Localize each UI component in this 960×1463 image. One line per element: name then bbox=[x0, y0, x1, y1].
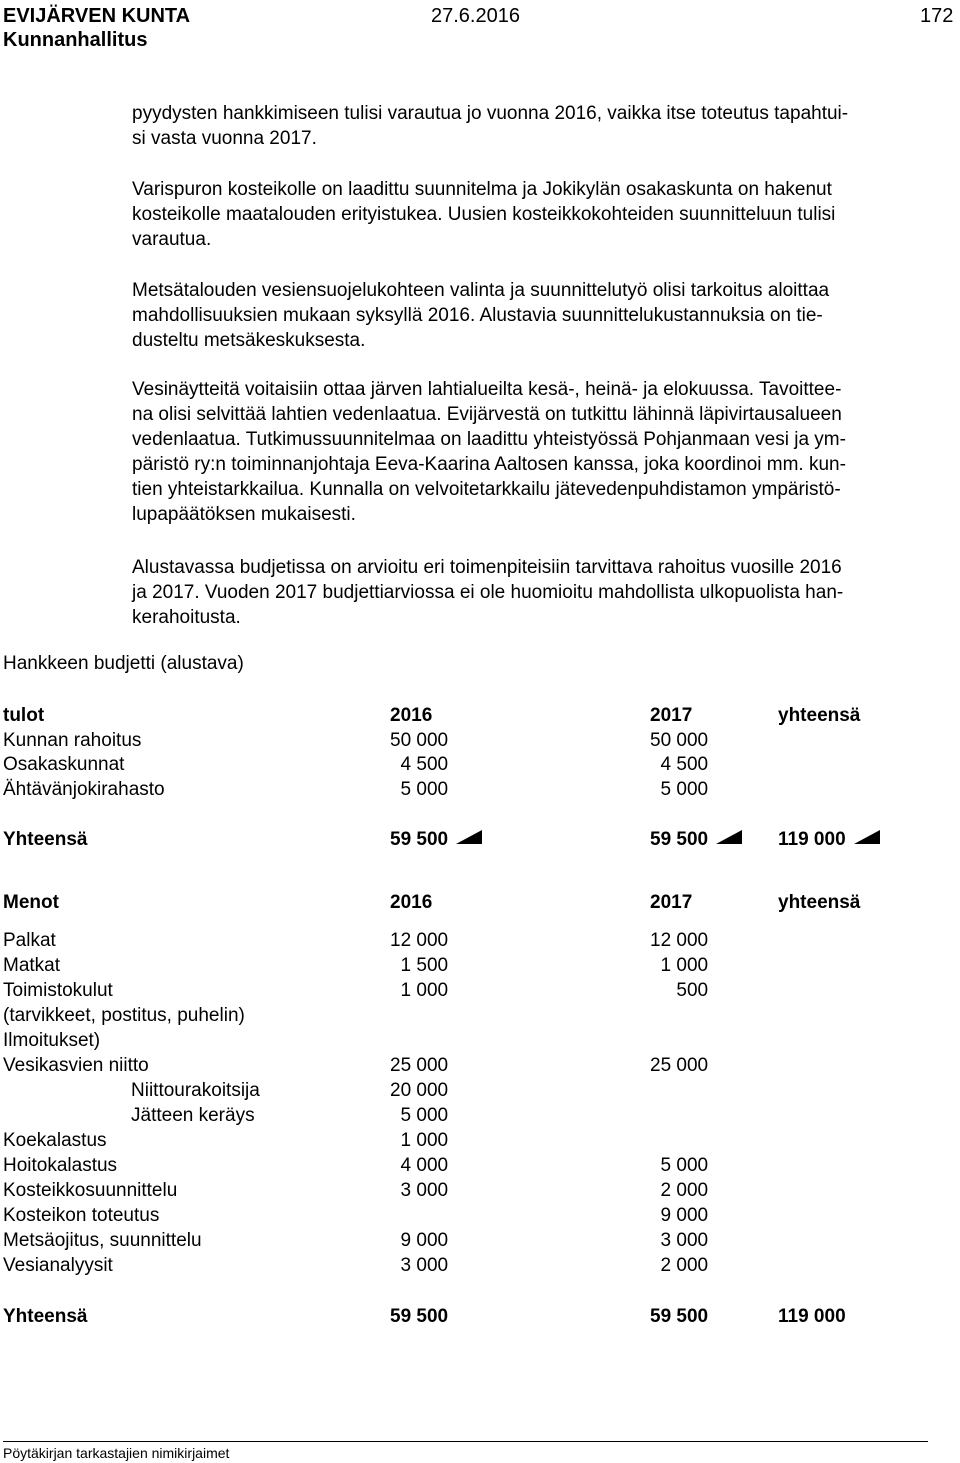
row-2016: 12 000 bbox=[390, 930, 449, 951]
row-2016: 25 000 bbox=[390, 1055, 449, 1076]
expenses-header-2016: 2016 bbox=[390, 892, 433, 913]
income-header-total: yhteensä bbox=[778, 705, 861, 726]
meeting-date: 27.6.2016 bbox=[431, 5, 520, 27]
total-2016: 59 500 bbox=[390, 829, 449, 850]
row-2017: 2 000 bbox=[650, 1180, 709, 1201]
row-label: Kunnan rahoitus bbox=[3, 730, 142, 751]
row-label: Osakaskunnat bbox=[3, 754, 125, 775]
total-2016: 59 500 bbox=[390, 1306, 449, 1327]
income-header-2016: 2016 bbox=[390, 705, 433, 726]
paragraph-line: Varispuron kosteikolle on laadittu suunnitelma ja Jokikylän osakaskunta on hakenut bbox=[132, 179, 832, 200]
total-2017: 59 500 bbox=[650, 829, 709, 850]
row-label: Vesikasvien niitto bbox=[3, 1055, 149, 1076]
row-2016: 1 000 bbox=[390, 1130, 449, 1151]
paragraph-line: vedenlaatua. Tutkimussuunnitelmaa on laadittu yhteistyössä Pohjanmaan vesi ja ym- bbox=[132, 429, 846, 450]
row-label: Vesianalyysit bbox=[3, 1255, 113, 1276]
expense-row bbox=[3, 1178, 903, 1203]
footer-divider bbox=[3, 1441, 928, 1442]
paragraph-line: lupapäätöksen mukaisesti. bbox=[132, 504, 356, 525]
paragraph-line: Metsätalouden vesiensuojelukohteen valinta ja suunnittelutyö olisi tarkoitus aloittaa bbox=[132, 280, 830, 301]
triangle-marker-icon bbox=[456, 830, 482, 844]
paragraph-line: na olisi selvittää lahtien vedenlaatua. Evijärvestä on tutkittu lähinnä läpivirtausalueen bbox=[132, 404, 842, 425]
row-2017: 9 000 bbox=[650, 1205, 709, 1226]
row-label: Niittourakoitsija bbox=[131, 1080, 260, 1101]
row-2017: 50 000 bbox=[650, 730, 709, 751]
expense-row bbox=[3, 1003, 903, 1028]
row-label: Kosteikkosuunnittelu bbox=[3, 1180, 178, 1201]
expense-row bbox=[3, 1253, 903, 1278]
total-sum: 119 000 bbox=[778, 829, 846, 850]
expenses-header-row bbox=[3, 890, 903, 915]
paragraph-line: ja 2017. Vuoden 2017 budjettiarviossa ei ole huomioitu mahdollista ulkopuolista han- bbox=[132, 582, 844, 603]
paragraph-line: tien yhteistarkkailua. Kunnalla on velvoitetarkkailu jätevedenpuhdistamon ympäristö- bbox=[132, 479, 841, 500]
paragraph-3 bbox=[132, 278, 952, 353]
row-2017: 1 000 bbox=[650, 955, 709, 976]
paragraph-line: si vasta vuonna 2017. bbox=[132, 128, 317, 149]
expense-row bbox=[3, 1053, 903, 1078]
row-label: Matkat bbox=[3, 955, 61, 976]
row-2016: 3 000 bbox=[390, 1255, 449, 1276]
row-2017: 12 000 bbox=[650, 930, 709, 951]
budget-label: Hankkeen budjetti (alustava) bbox=[3, 653, 244, 674]
total-label: Yhteensä bbox=[3, 829, 88, 850]
footer-initials-label: Pöytäkirjan tarkastajien nimikirjaimet bbox=[3, 1445, 230, 1461]
row-2016: 3 000 bbox=[390, 1180, 449, 1201]
paragraph-line: varautua. bbox=[132, 229, 212, 250]
org-name: EVIJÄRVEN KUNTA bbox=[3, 5, 191, 27]
expense-row bbox=[3, 1028, 903, 1053]
paragraph-line: Vesinäytteitä voitaisiin ottaa järven lahtialueilta kesä-, heinä- ja elokuussa. Tavoittee- bbox=[132, 379, 842, 400]
row-2016: 5 000 bbox=[390, 779, 449, 800]
row-label: Metsäojitus, suunnittelu bbox=[3, 1230, 202, 1251]
paragraph-1 bbox=[132, 101, 952, 151]
expense-row bbox=[3, 953, 903, 978]
expenses-total-row bbox=[3, 1304, 903, 1329]
body-name: Kunnanhallitus bbox=[3, 29, 148, 51]
paragraph-line: Alustavassa budjetissa on arvioitu eri toimenpiteisiin tarvittava rahoitus vuosille 2016 bbox=[132, 557, 842, 578]
page-number: 172 bbox=[920, 5, 954, 27]
row-2016: 1 000 bbox=[390, 980, 449, 1001]
paragraph-4 bbox=[132, 377, 952, 527]
total-label: Yhteensä bbox=[3, 1306, 88, 1327]
paragraph-line: päristö ry:n toiminnanjohtaja Eeva-Kaarina Aaltosen kanssa, joka koordinoi mm. kun- bbox=[132, 454, 846, 475]
row-label: Ilmoitukset) bbox=[3, 1030, 101, 1051]
row-2017: 4 500 bbox=[650, 754, 709, 775]
expenses-header-label: Menot bbox=[3, 892, 59, 913]
expense-row bbox=[3, 1078, 903, 1103]
row-label: Kosteikon toteutus bbox=[3, 1205, 160, 1226]
triangle-marker-icon bbox=[854, 830, 880, 844]
income-header-2017: 2017 bbox=[650, 705, 693, 726]
row-2016: 1 500 bbox=[390, 955, 449, 976]
row-2017: 3 000 bbox=[650, 1230, 709, 1251]
row-label: (tarvikkeet, postitus, puhelin) bbox=[3, 1005, 245, 1026]
row-2017: 5 000 bbox=[650, 1155, 709, 1176]
income-row bbox=[3, 777, 903, 802]
row-label: Palkat bbox=[3, 930, 56, 951]
row-2016: 9 000 bbox=[390, 1230, 449, 1251]
income-header-label: tulot bbox=[3, 705, 45, 726]
row-2016: 5 000 bbox=[390, 1105, 449, 1126]
row-2016: 4 000 bbox=[390, 1155, 449, 1176]
row-2017: 25 000 bbox=[650, 1055, 709, 1076]
income-header-row bbox=[3, 703, 903, 728]
row-label: Hoitokalastus bbox=[3, 1155, 118, 1176]
paragraph-line: mahdollisuuksien mukaan syksyllä 2016. Alustavia suunnittelukustannuksia on tie- bbox=[132, 305, 823, 326]
paragraph-line: pyydysten hankkimiseen tulisi varautua jo vuonna 2016, vaikka itse toteutus tapahtui- bbox=[132, 103, 849, 124]
expense-row bbox=[3, 928, 903, 953]
row-2016: 4 500 bbox=[390, 754, 449, 775]
row-label: Toimistokulut bbox=[3, 980, 113, 1001]
row-label: Ähtävänjokirahasto bbox=[3, 779, 165, 800]
triangle-marker-icon bbox=[716, 830, 742, 844]
expense-row bbox=[3, 978, 903, 1003]
row-2017: 5 000 bbox=[650, 779, 709, 800]
paragraph-5 bbox=[132, 555, 952, 630]
total-sum: 119 000 bbox=[778, 1306, 846, 1327]
income-total-row bbox=[3, 827, 903, 852]
total-2017: 59 500 bbox=[650, 1306, 709, 1327]
row-2016: 20 000 bbox=[390, 1080, 449, 1101]
income-row bbox=[3, 752, 903, 777]
expense-row bbox=[3, 1228, 903, 1253]
paragraph-line: dusteltu metsäkeskuksesta. bbox=[132, 330, 366, 351]
paragraph-line: kerahoitusta. bbox=[132, 607, 241, 628]
expense-row bbox=[3, 1103, 903, 1128]
expense-row bbox=[3, 1203, 903, 1228]
row-label: Jätteen keräys bbox=[131, 1105, 255, 1126]
row-label: Koekalastus bbox=[3, 1130, 107, 1151]
expenses-header-total: yhteensä bbox=[778, 892, 861, 913]
paragraph-2 bbox=[132, 177, 952, 252]
income-row bbox=[3, 728, 903, 753]
expenses-header-2017: 2017 bbox=[650, 892, 693, 913]
row-2017: 500 bbox=[650, 980, 709, 1001]
row-2016: 50 000 bbox=[390, 730, 449, 751]
expense-row bbox=[3, 1128, 903, 1153]
paragraph-line: kosteikolle maatalouden erityistukea. Uusien kosteikkokohteiden suunnitteluun tulisi bbox=[132, 204, 836, 225]
expense-row bbox=[3, 1153, 903, 1178]
row-2017: 2 000 bbox=[650, 1255, 709, 1276]
